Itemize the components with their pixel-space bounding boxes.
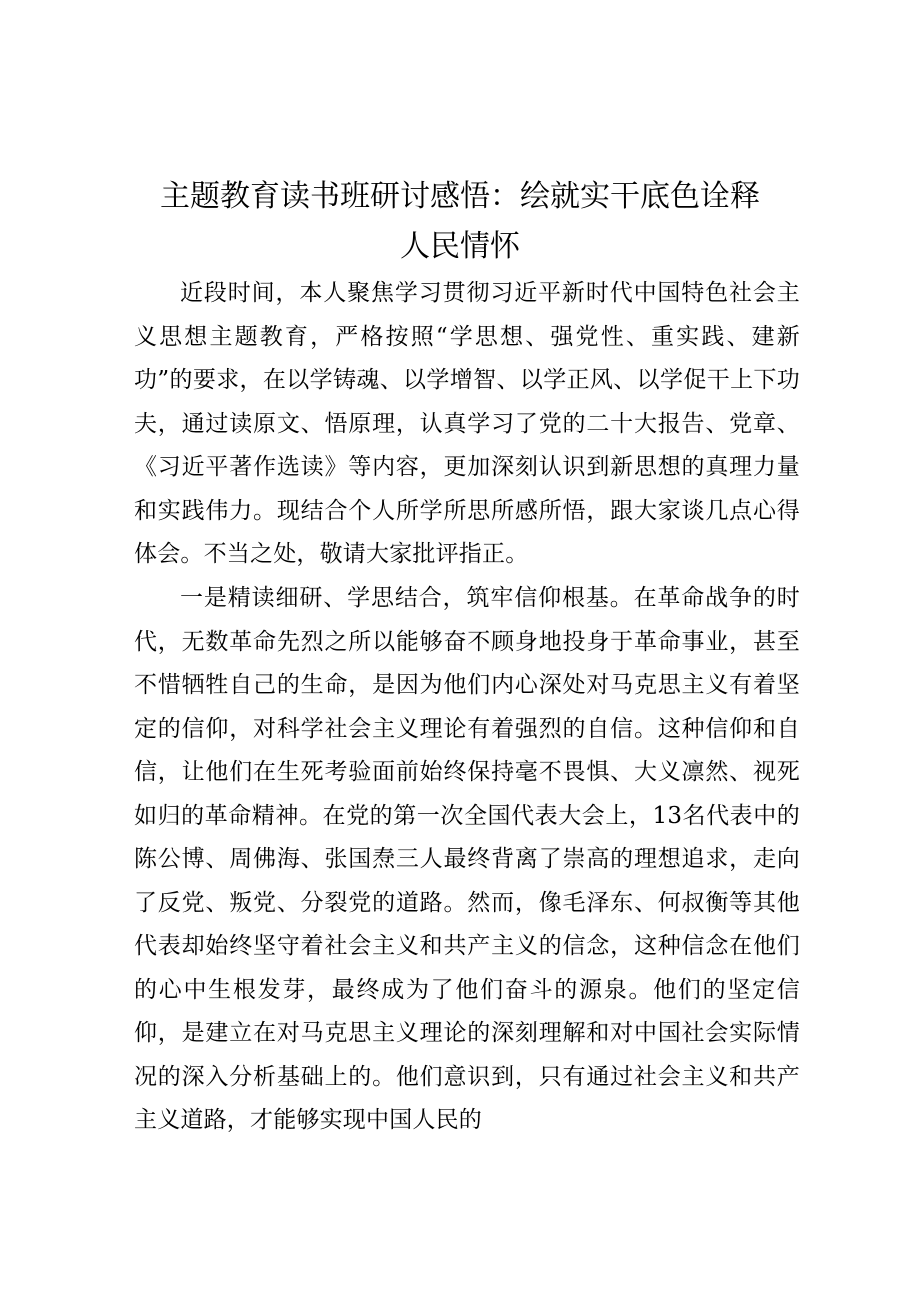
paragraph-point-one: 一是精读细研、学思结合，筑牢信仰根基。在革命战争的时代，无数革命先烈之所以能够奋不顾身地投身于革命事业，甚至不惜牺牲自己的生命，是因为他们内心深处对马克思主义有着坚定的信仰，对科学社会主义理论有着强烈的自信。这种信仰和自信，让他们在生死考验面前始终保持毫不畏惧、大义凛然、视死如归的革命精神。在党的第一次全国代表大会上，13名代表中的陈公博、周佛海、张国焘三人最终背离了崇高的理想追求，走向了反党、叛党、分裂党的道路。然而，像毛泽东、何叔衡等其他代表却始终坚守着社会主义和共产主义的信念，这种信念在他们的心中生根发芽，最终成为了他们奋斗的源泉。他们的坚定信仰，是建立在对马克思主义理论的深刻理解和对中国社会实际情况的深入分析基础上的。他们意识到，只有通过社会主义和共产主义道路，才能够实现中国人民的: [134, 585, 800, 1133]
document-title: [120, 172, 800, 272]
paragraph-intro: 近段时间，本人聚焦学习贯彻习近平新时代中国特色社会主义思想主题教育，严格按照“学思想、强党性、重实践、建新功”的要求，在以学铸魂、以学增智、以学正风、以学促干上下功夫，通过读原文、悟原理，认真学习了党的二十大报告、党章、《习近平著作选读》等内容，更加深刻认识到新思想的真理力量和实践伟力。现结合个人所学所思所感所悟，跟大家谈几点心得体会。不当之处，敬请大家批评指正。: [134, 280, 800, 567]
title-line-2: 人民情怀: [400, 229, 520, 264]
title-line-1: 主题教育读书班研讨感悟：绘就实干底色诠释: [160, 179, 760, 214]
